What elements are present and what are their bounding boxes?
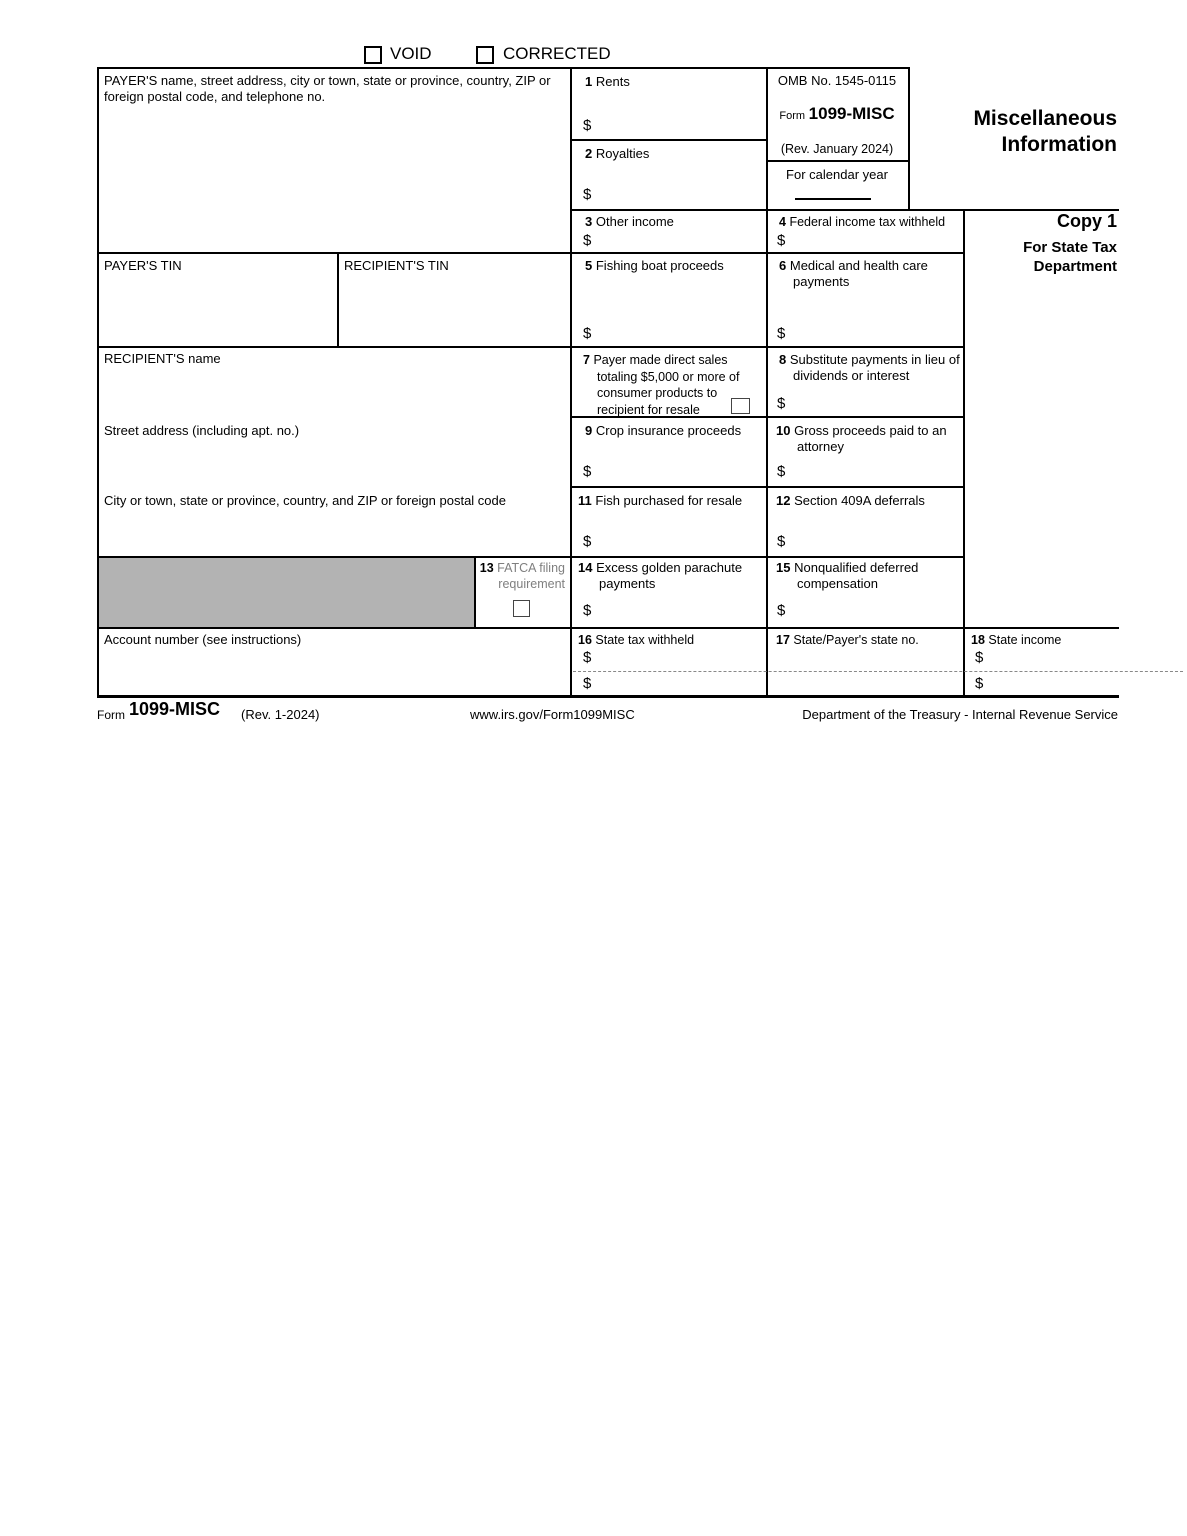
form-number-block bbox=[768, 106, 906, 124]
box4-dollar-sign: $ bbox=[777, 232, 786, 249]
box14-number: 14 bbox=[578, 560, 593, 575]
box10-amount-area[interactable] bbox=[795, 460, 957, 482]
box16-label: 16 State tax withheld bbox=[578, 633, 695, 647]
box6-number: 6 bbox=[779, 258, 787, 273]
box3-amount-area[interactable] bbox=[600, 229, 760, 251]
box15-amount-area[interactable] bbox=[795, 599, 957, 621]
void-checkbox[interactable] bbox=[364, 46, 382, 64]
box1-dollar-sign: $ bbox=[583, 117, 592, 134]
calendar-year-blank-line bbox=[795, 198, 871, 200]
box12-label: 12 Section 409A deferrals bbox=[776, 493, 925, 508]
divider-line bbox=[97, 627, 1119, 629]
copy-for-line1: For State Tax bbox=[1023, 239, 1117, 256]
box2-amount-area[interactable] bbox=[600, 182, 760, 206]
box8-amount-area[interactable] bbox=[795, 392, 957, 414]
footer-revision: (Rev. 1-2024) bbox=[241, 707, 320, 722]
box16-amount-area-row2[interactable] bbox=[600, 673, 760, 692]
corrected-checkbox[interactable] bbox=[476, 46, 494, 64]
box10-dollar-sign: $ bbox=[777, 463, 786, 480]
recipient-name-input-area[interactable] bbox=[100, 370, 566, 414]
box1-amount-area[interactable] bbox=[600, 113, 760, 137]
calendar-year-label: For calendar year bbox=[786, 167, 888, 182]
payer-info-input-area[interactable] bbox=[100, 108, 566, 248]
divider-line bbox=[908, 67, 910, 211]
box14-label: 14 Excess golden parachute payments bbox=[578, 560, 743, 591]
recipient-name-label: RECIPIENT'S name bbox=[104, 351, 221, 366]
divider-line bbox=[570, 139, 768, 141]
box14-dollar-sign: $ bbox=[583, 602, 592, 619]
box11-amount-area[interactable] bbox=[600, 530, 760, 552]
form-title-line2: Information bbox=[1001, 133, 1117, 156]
box13-label: 13 FATCA filing requirement bbox=[479, 561, 565, 591]
divider-line bbox=[97, 67, 910, 69]
box3-label: 3 Other income bbox=[585, 214, 674, 229]
corrected-label: CORRECTED bbox=[503, 44, 611, 63]
box16-dollar-sign-row1: $ bbox=[583, 649, 592, 666]
footer-irs-url: www.irs.gov/Form1099MISC bbox=[470, 707, 635, 722]
box2-dollar-sign: $ bbox=[583, 186, 592, 203]
box11-number: 11 bbox=[578, 493, 592, 508]
form-title-line1: Miscellaneous bbox=[973, 107, 1117, 130]
form-revision: (Rev. January 2024) bbox=[780, 142, 894, 156]
box9-dollar-sign: $ bbox=[583, 463, 592, 480]
payer-tin-input-area[interactable] bbox=[100, 278, 334, 344]
box18-amount-area-row1[interactable] bbox=[992, 647, 1117, 668]
box17-state-number-area-row1[interactable] bbox=[772, 647, 960, 668]
divider-line bbox=[337, 252, 339, 348]
calendar-year-input-area[interactable] bbox=[793, 178, 873, 198]
box13-fatca-checkbox[interactable] bbox=[513, 600, 530, 617]
copy-label: Copy 1 bbox=[1056, 211, 1117, 231]
account-number-input-area[interactable] bbox=[100, 652, 568, 692]
box8-dollar-sign: $ bbox=[777, 395, 786, 412]
box11-label: 11 Fish purchased for resale bbox=[578, 493, 743, 508]
form-left-border bbox=[97, 67, 99, 698]
footer-form-number: 1099-MISC bbox=[129, 699, 221, 719]
recipient-tin-label: RECIPIENT'S TIN bbox=[344, 258, 449, 273]
box4-label: 4 Federal income tax withheld bbox=[779, 215, 946, 229]
box8-label: 8 Substitute payments in lieu of dividends or interest bbox=[779, 352, 960, 383]
divider-line bbox=[97, 556, 965, 558]
box13-number: 13 bbox=[479, 561, 494, 575]
void-label: VOID bbox=[390, 44, 432, 63]
box17-number: 17 bbox=[776, 633, 790, 647]
box9-label: 9 Crop insurance proceeds bbox=[585, 423, 742, 438]
box6-dollar-sign: $ bbox=[777, 325, 786, 342]
recipient-tin-input-area[interactable] bbox=[341, 278, 567, 344]
divider-line bbox=[766, 67, 768, 698]
box2-label: 2 Royalties bbox=[585, 146, 650, 161]
account-number-label: Account number (see instructions) bbox=[104, 632, 302, 647]
state-row-dashed-line bbox=[573, 671, 1183, 672]
box14-amount-area[interactable] bbox=[600, 599, 760, 621]
box15-dollar-sign: $ bbox=[777, 602, 786, 619]
box7-number: 7 bbox=[583, 353, 590, 367]
box18-label: 18 State income bbox=[971, 633, 1062, 647]
box5-amount-area[interactable] bbox=[600, 322, 760, 344]
divider-line bbox=[766, 160, 910, 162]
copy-for-line2: Department bbox=[1033, 258, 1117, 275]
footer-agency: Department of the Treasury - Internal Revenue Service bbox=[802, 707, 1118, 722]
box17-state-number-area-row2[interactable] bbox=[772, 673, 960, 692]
box5-number: 5 bbox=[585, 258, 593, 273]
box1-label: 1 Rents bbox=[585, 74, 630, 89]
box3-number: 3 bbox=[585, 214, 593, 229]
box10-label: 10 Gross proceeds paid to an attorney bbox=[776, 423, 947, 454]
box16-number: 16 bbox=[578, 633, 592, 647]
box10-number: 10 bbox=[776, 423, 791, 438]
box12-dollar-sign: $ bbox=[777, 533, 786, 550]
box5-dollar-sign: $ bbox=[583, 325, 592, 342]
form-word: Form bbox=[779, 110, 806, 122]
box11-dollar-sign: $ bbox=[583, 533, 592, 550]
box9-number: 9 bbox=[585, 423, 593, 438]
divider-line bbox=[97, 346, 965, 348]
box16-dollar-sign-row2: $ bbox=[583, 675, 592, 692]
footer-form-word: Form bbox=[97, 708, 125, 722]
box18-dollar-sign-row2: $ bbox=[975, 675, 984, 692]
form-bottom-border bbox=[97, 695, 1119, 698]
box17-label: 17 State/Payer's state no. bbox=[776, 633, 919, 647]
city-label: City or town, state or province, country, and ZIP or foreign postal code bbox=[104, 493, 506, 508]
shaded-unused-cell bbox=[99, 558, 474, 627]
box7-label: 7 Payer made direct sales totaling $5,000 or more of consumer products to recipient for resale bbox=[583, 353, 740, 417]
box1-number: 1 bbox=[585, 74, 593, 89]
street-address-input-area[interactable] bbox=[100, 442, 566, 484]
box6-label: 6 Medical and health care payments bbox=[779, 258, 928, 289]
box5-label: 5 Fishing boat proceeds bbox=[585, 258, 724, 273]
form-number: 1099-MISC bbox=[808, 104, 895, 123]
box15-label: 15 Nonqualified deferred compensation bbox=[776, 560, 919, 591]
box2-number: 2 bbox=[585, 146, 593, 161]
box18-amount-area-row2[interactable] bbox=[992, 673, 1117, 692]
box4-amount-area[interactable] bbox=[795, 229, 957, 251]
divider-line bbox=[570, 67, 572, 698]
box6-amount-area[interactable] bbox=[795, 322, 957, 344]
payer-tin-label: PAYER'S TIN bbox=[104, 258, 182, 273]
box16-amount-area-row1[interactable] bbox=[600, 647, 760, 668]
box18-number: 18 bbox=[971, 633, 985, 647]
box15-number: 15 bbox=[776, 560, 791, 575]
box9-amount-area[interactable] bbox=[600, 460, 760, 482]
box8-number: 8 bbox=[779, 352, 787, 367]
payer-info-label: PAYER'S name, street address, city or town, state or province, country, ZIP or foreign postal code, and telephone no. bbox=[104, 73, 551, 104]
divider-line bbox=[97, 252, 965, 254]
city-input-area[interactable] bbox=[100, 512, 566, 554]
box18-dollar-sign-row1: $ bbox=[975, 649, 984, 666]
box12-amount-area[interactable] bbox=[795, 530, 957, 552]
divider-line bbox=[474, 556, 476, 629]
box3-dollar-sign: $ bbox=[583, 232, 592, 249]
box4-number: 4 bbox=[779, 215, 786, 229]
street-address-label: Street address (including apt. no.) bbox=[104, 423, 300, 438]
box12-number: 12 bbox=[776, 493, 791, 508]
box7-direct-sales-checkbox[interactable] bbox=[731, 398, 750, 414]
omb-number: OMB No. 1545-0115 bbox=[777, 73, 897, 88]
